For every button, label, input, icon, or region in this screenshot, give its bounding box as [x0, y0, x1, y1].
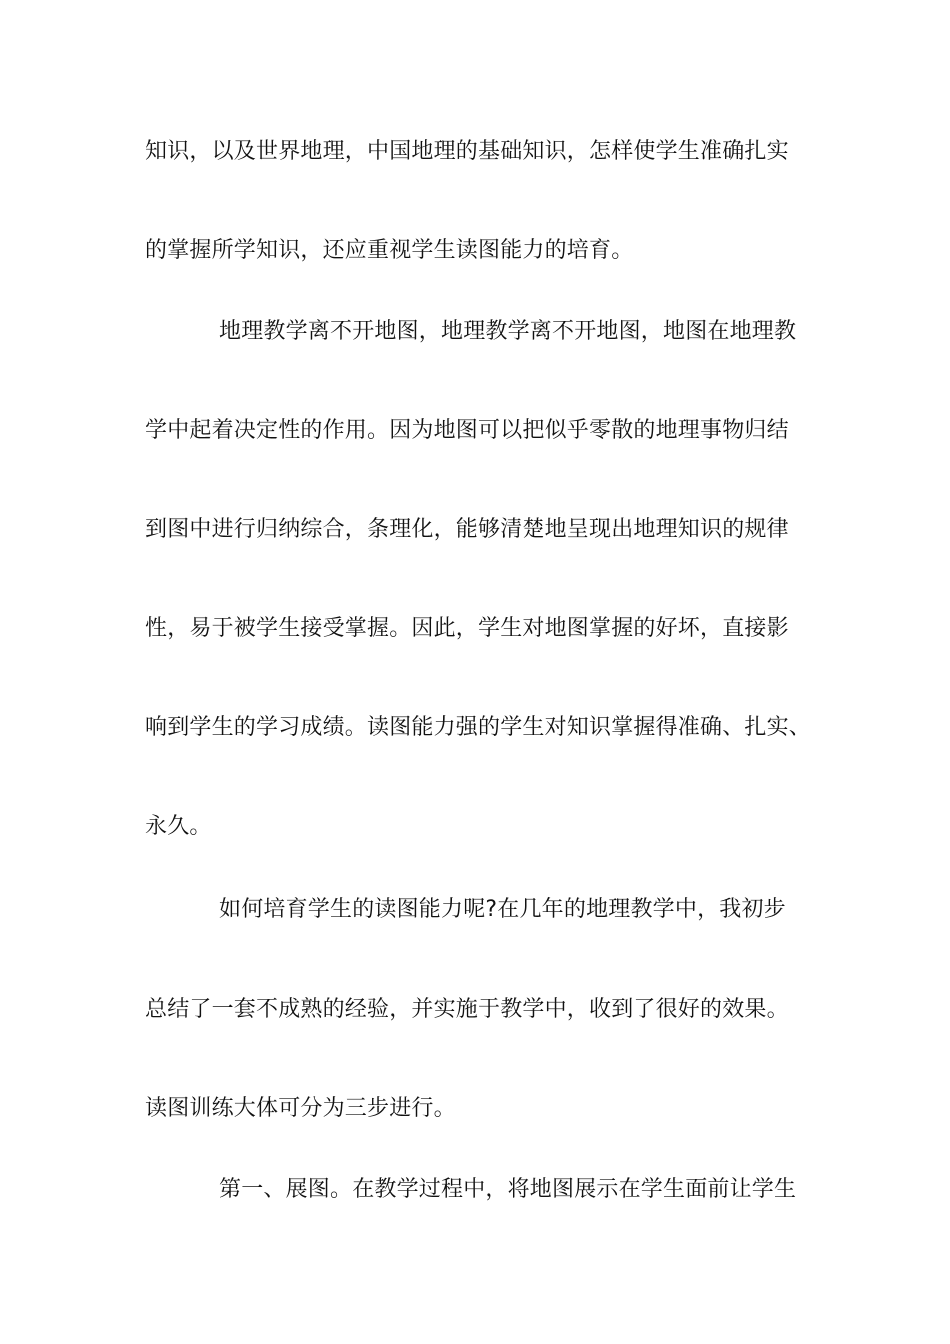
paragraph-line: 如何培育学生的读图能力呢?在几年的地理教学中，我初步 [219, 897, 786, 922]
paragraph-line: 读图训练大体可分为三步进行。 [145, 1096, 456, 1121]
paragraph-line: 知识，以及世界地理，中国地理的基础知识，怎样使学生准确扎实 [145, 139, 789, 164]
paragraph-line: 第一、展图。在教学过程中，将地图展示在学生面前让学生 [219, 1177, 797, 1202]
paragraph-line: 学中起着决定性的作用。因为地图可以把似乎零散的地理事物归结 [145, 418, 789, 443]
paragraph-line: 响到学生的学习成绩。读图能力强的学生对知识掌握得准确、扎实、 [145, 715, 812, 740]
paragraph-line: 的掌握所学知识，还应重视学生读图能力的培育。 [145, 238, 634, 263]
paragraph-line: 地理教学离不开地图，地理教学离不开地图，地图在地理教 [219, 319, 797, 344]
paragraph-line: 永久。 [145, 814, 212, 839]
paragraph-line: 到图中进行归纳综合，条理化，能够清楚地呈现出地理知识的规律 [145, 517, 789, 542]
paragraph-line: 总结了一套不成熟的经验，并实施于教学中，收到了很好的效果。 [145, 997, 789, 1022]
paragraph-line: 性，易于被学生接受掌握。因此，学生对地图掌握的好坏，直接影 [145, 616, 789, 641]
